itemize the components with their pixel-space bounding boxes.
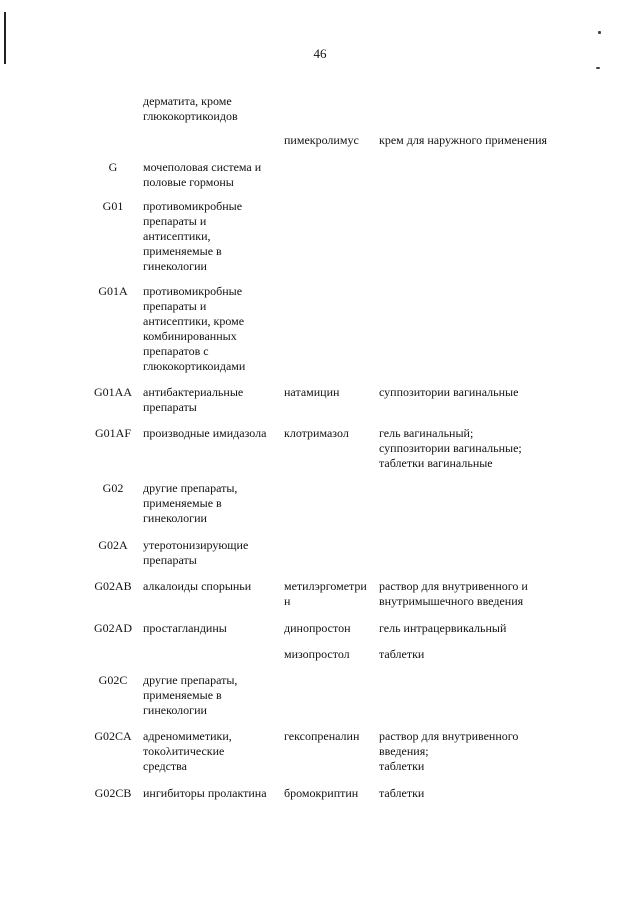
drug-name: динопростон <box>284 621 351 635</box>
drug-name: натамицин <box>284 385 340 399</box>
page-number: 46 <box>313 46 327 61</box>
atc-code: G02 <box>102 481 124 495</box>
dosage-form: раствор для внутривенного введения; таблетки <box>379 729 519 773</box>
atc-code: G01AA <box>94 385 132 399</box>
group-name: противомикробные препараты и антисептики, кроме комбинированных препаратов с глюкокортикоидами <box>143 284 246 373</box>
group-name: дерматита, кроме глюкокортикоидов <box>143 94 238 123</box>
drug-name: гексопреналин <box>284 729 360 743</box>
atc-code: G02A <box>98 538 128 552</box>
atc-code: G02AD <box>94 621 132 635</box>
group-name: противомикробные препараты и антисептики, применяемые в гинекологии <box>143 199 243 273</box>
dosage-form: таблетки <box>379 786 425 800</box>
dosage-form: таблетки <box>379 647 425 661</box>
dosage-form: крем для наружного применения <box>379 133 548 147</box>
dosage-form: гель вагинальный; суппозитории вагинальные; таблетки вагинальные <box>379 426 522 470</box>
dosage-form: гель интрацервикальный <box>379 621 507 635</box>
group-name: простагландины <box>143 621 227 635</box>
group-name: адреномиметики, токολитические средства <box>143 729 232 773</box>
group-name: производные имидазола <box>143 426 267 440</box>
atc-code: G02C <box>98 673 128 687</box>
atc-code: G01A <box>98 284 128 298</box>
group-name: ингибиторы пролактина <box>143 786 267 800</box>
group-name: утеротонизирующие препараты <box>143 538 249 567</box>
atc-code: G01 <box>102 199 124 213</box>
dosage-form: суппозитории вагинальные <box>379 385 519 399</box>
group-name: другие препараты, применяемые в гинекологии <box>143 673 238 717</box>
atc-code: G02CA <box>94 729 132 743</box>
drug-name: метилэргометри н <box>284 579 367 608</box>
group-name: антибактериальные препараты <box>143 385 244 414</box>
atc-code: G02CB <box>94 786 132 800</box>
atc-code: G01AF <box>94 426 131 440</box>
drug-name: пимекролимус <box>284 133 359 147</box>
drug-name: бромокриптин <box>284 786 359 800</box>
drug-name: мизопростол <box>284 647 350 661</box>
group-name: другие препараты, применяемые в гинекологии <box>143 481 238 525</box>
group-name: алкалоиды спорыньи <box>143 579 252 593</box>
drug-name: клотримазол <box>284 426 349 440</box>
group-name: мочеполовая система и половые гормоны <box>143 160 262 189</box>
atc-code: G <box>108 160 118 174</box>
atc-code: G02AB <box>94 579 132 593</box>
dosage-form: раствор для внутривенного и внутримышечного введения <box>379 579 528 608</box>
